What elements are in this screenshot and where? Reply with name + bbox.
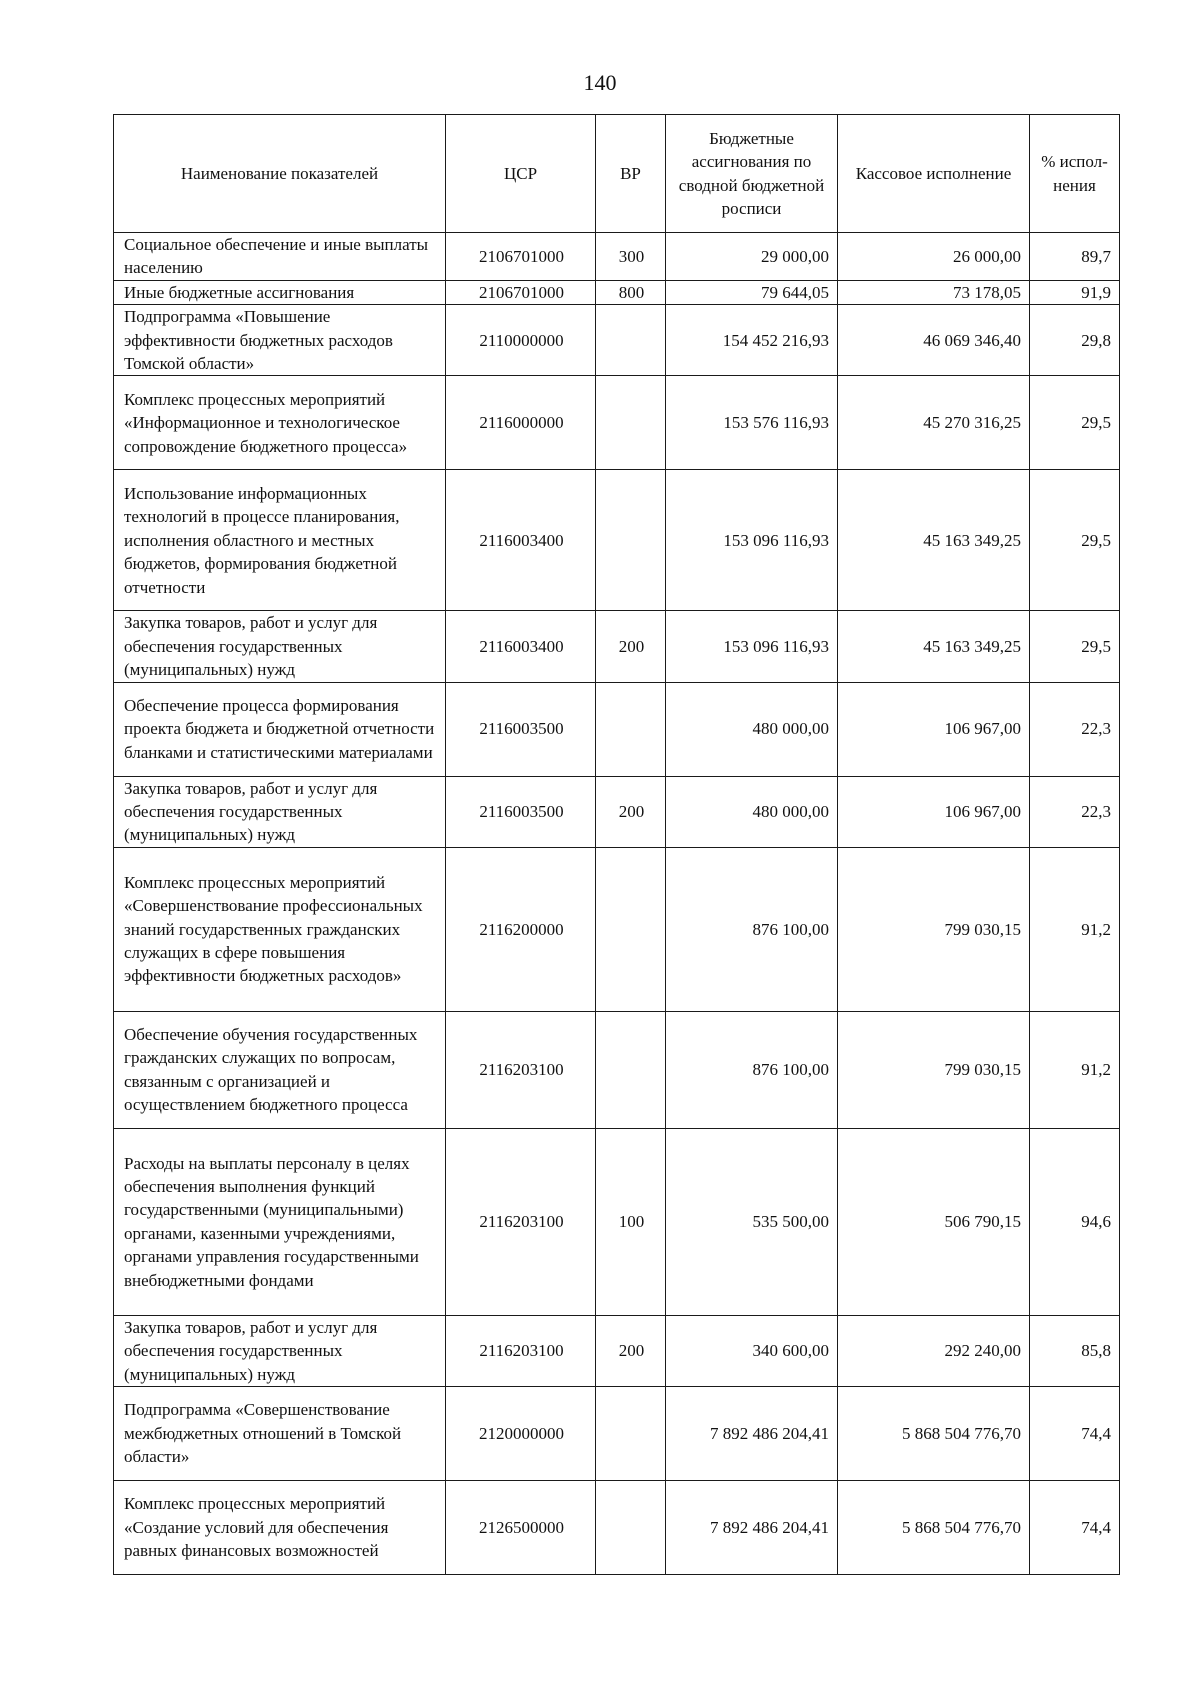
table-row [114, 1128, 1120, 1315]
row-vr: 100 [596, 1128, 666, 1315]
row-name: Обеспечение процесса формирования проекта бюджета и бюджетной отчетности бланками и статистическими материалами [114, 682, 446, 776]
row-cash: 292 240,00 [838, 1315, 1030, 1386]
row-csr: 2126500000 [446, 1481, 596, 1575]
row-cash: 45 163 349,25 [838, 611, 1030, 682]
row-budget: 153 096 116,93 [666, 470, 838, 611]
row-csr: 2120000000 [446, 1387, 596, 1481]
row-csr: 2106701000 [446, 233, 596, 281]
row-cash: 5 868 504 776,70 [838, 1481, 1030, 1575]
row-pct: 74,4 [1030, 1387, 1120, 1481]
row-csr: 2116003500 [446, 682, 596, 776]
table-row [114, 776, 1120, 847]
header-cash: Кассовое исполнение [838, 115, 1030, 233]
row-pct: 91,2 [1030, 847, 1120, 1011]
header-vr: ВР [596, 115, 666, 233]
row-csr: 2116203100 [446, 1011, 596, 1128]
row-name: Закупка товаров, работ и услуг для обеспечения государственных (муниципальных) нужд [114, 1315, 446, 1386]
table-row [114, 682, 1120, 776]
row-vr: 300 [596, 233, 666, 281]
row-budget: 480 000,00 [666, 682, 838, 776]
row-csr: 2110000000 [446, 305, 596, 376]
row-pct: 89,7 [1030, 233, 1120, 281]
row-name: Закупка товаров, работ и услуг для обеспечения государственных (муниципальных) нужд [114, 611, 446, 682]
row-name: Подпрограмма «Повышение эффективности бюджетных расходов Томской области» [114, 305, 446, 376]
row-budget: 876 100,00 [666, 1011, 838, 1128]
header-name: Наименование показателей [114, 115, 446, 233]
row-name: Иные бюджетные ассигнования [114, 280, 446, 304]
row-csr: 2116200000 [446, 847, 596, 1011]
row-budget: 153 576 116,93 [666, 376, 838, 470]
row-csr: 2116003500 [446, 776, 596, 847]
row-csr: 2116003400 [446, 611, 596, 682]
row-pct: 22,3 [1030, 776, 1120, 847]
row-name: Закупка товаров, работ и услуг для обеспечения государственных (муниципальных) нужд [114, 776, 446, 847]
row-vr [596, 1387, 666, 1481]
table-row [114, 233, 1120, 281]
row-name: Комплекс процессных мероприятий «Информационное и технологическое сопровождение бюджетного процесса» [114, 376, 446, 470]
row-name: Подпрограмма «Совершенствование межбюджетных отношений в Томской области» [114, 1387, 446, 1481]
row-pct: 29,8 [1030, 305, 1120, 376]
row-name: Комплекс процессных мероприятий «Создание условий для обеспечения равных финансовых возможностей [114, 1481, 446, 1575]
row-budget: 480 000,00 [666, 776, 838, 847]
row-budget: 154 452 216,93 [666, 305, 838, 376]
table-row [114, 1481, 1120, 1575]
table-row [114, 1315, 1120, 1386]
row-vr [596, 1481, 666, 1575]
table-row [114, 470, 1120, 611]
row-name: Обеспечение обучения государственных гражданских служащих по вопросам, связанным с организацией и осуществлением бюджетного процесса [114, 1011, 446, 1128]
row-pct: 29,5 [1030, 470, 1120, 611]
row-pct: 22,3 [1030, 682, 1120, 776]
row-vr [596, 470, 666, 611]
row-cash: 45 163 349,25 [838, 470, 1030, 611]
row-cash: 73 178,05 [838, 280, 1030, 304]
row-cash: 106 967,00 [838, 776, 1030, 847]
table-row [114, 1387, 1120, 1481]
row-vr [596, 682, 666, 776]
row-csr: 2116203100 [446, 1128, 596, 1315]
row-cash: 506 790,15 [838, 1128, 1030, 1315]
row-cash: 5 868 504 776,70 [838, 1387, 1030, 1481]
row-cash: 799 030,15 [838, 847, 1030, 1011]
row-csr: 2106701000 [446, 280, 596, 304]
row-budget: 79 644,05 [666, 280, 838, 304]
budget-execution-table [113, 114, 1120, 1575]
row-budget: 340 600,00 [666, 1315, 838, 1386]
table-row [114, 1011, 1120, 1128]
row-vr: 200 [596, 1315, 666, 1386]
row-cash: 46 069 346,40 [838, 305, 1030, 376]
row-name: Расходы на выплаты персоналу в целях обеспечения выполнения функций государственными (муниципальными) органами, казенными учреждениями, органами управления государственными внебюджетными фондами [114, 1128, 446, 1315]
page-number: 140 [583, 70, 617, 95]
row-name: Комплекс процессных мероприятий «Совершенствование профессиональных знаний государственных гражданских служащих в сфере повышения эффективности бюджетных расходов» [114, 847, 446, 1011]
row-pct: 85,8 [1030, 1315, 1120, 1386]
row-pct: 91,9 [1030, 280, 1120, 304]
table-row [114, 305, 1120, 376]
row-cash: 799 030,15 [838, 1011, 1030, 1128]
row-pct: 74,4 [1030, 1481, 1120, 1575]
row-pct: 29,5 [1030, 611, 1120, 682]
row-pct: 29,5 [1030, 376, 1120, 470]
row-vr: 200 [596, 611, 666, 682]
row-cash: 106 967,00 [838, 682, 1030, 776]
table-row [114, 847, 1120, 1011]
header-pct: % испол-нения [1030, 115, 1120, 233]
row-budget: 153 096 116,93 [666, 611, 838, 682]
table-header-row [114, 115, 1120, 233]
row-csr: 2116203100 [446, 1315, 596, 1386]
row-vr: 200 [596, 776, 666, 847]
row-name: Социальное обеспечение и иные выплаты населению [114, 233, 446, 281]
row-name: Использование информационных технологий в процессе планирования, исполнения областного и местных бюджетов, формирования бюджетной отчетности [114, 470, 446, 611]
row-csr: 2116003400 [446, 470, 596, 611]
row-vr [596, 1011, 666, 1128]
row-pct: 94,6 [1030, 1128, 1120, 1315]
row-csr: 2116000000 [446, 376, 596, 470]
row-cash: 26 000,00 [838, 233, 1030, 281]
table-row [114, 376, 1120, 470]
table-row [114, 280, 1120, 304]
header-budget: Бюджетные ассигнования по сводной бюджетной росписи [666, 115, 838, 233]
row-budget: 7 892 486 204,41 [666, 1387, 838, 1481]
header-csr: ЦСР [446, 115, 596, 233]
row-vr [596, 847, 666, 1011]
row-vr: 800 [596, 280, 666, 304]
row-budget: 29 000,00 [666, 233, 838, 281]
row-pct: 91,2 [1030, 1011, 1120, 1128]
row-budget: 535 500,00 [666, 1128, 838, 1315]
row-budget: 876 100,00 [666, 847, 838, 1011]
table-row [114, 611, 1120, 682]
row-vr [596, 376, 666, 470]
row-budget: 7 892 486 204,41 [666, 1481, 838, 1575]
row-vr [596, 305, 666, 376]
row-cash: 45 270 316,25 [838, 376, 1030, 470]
